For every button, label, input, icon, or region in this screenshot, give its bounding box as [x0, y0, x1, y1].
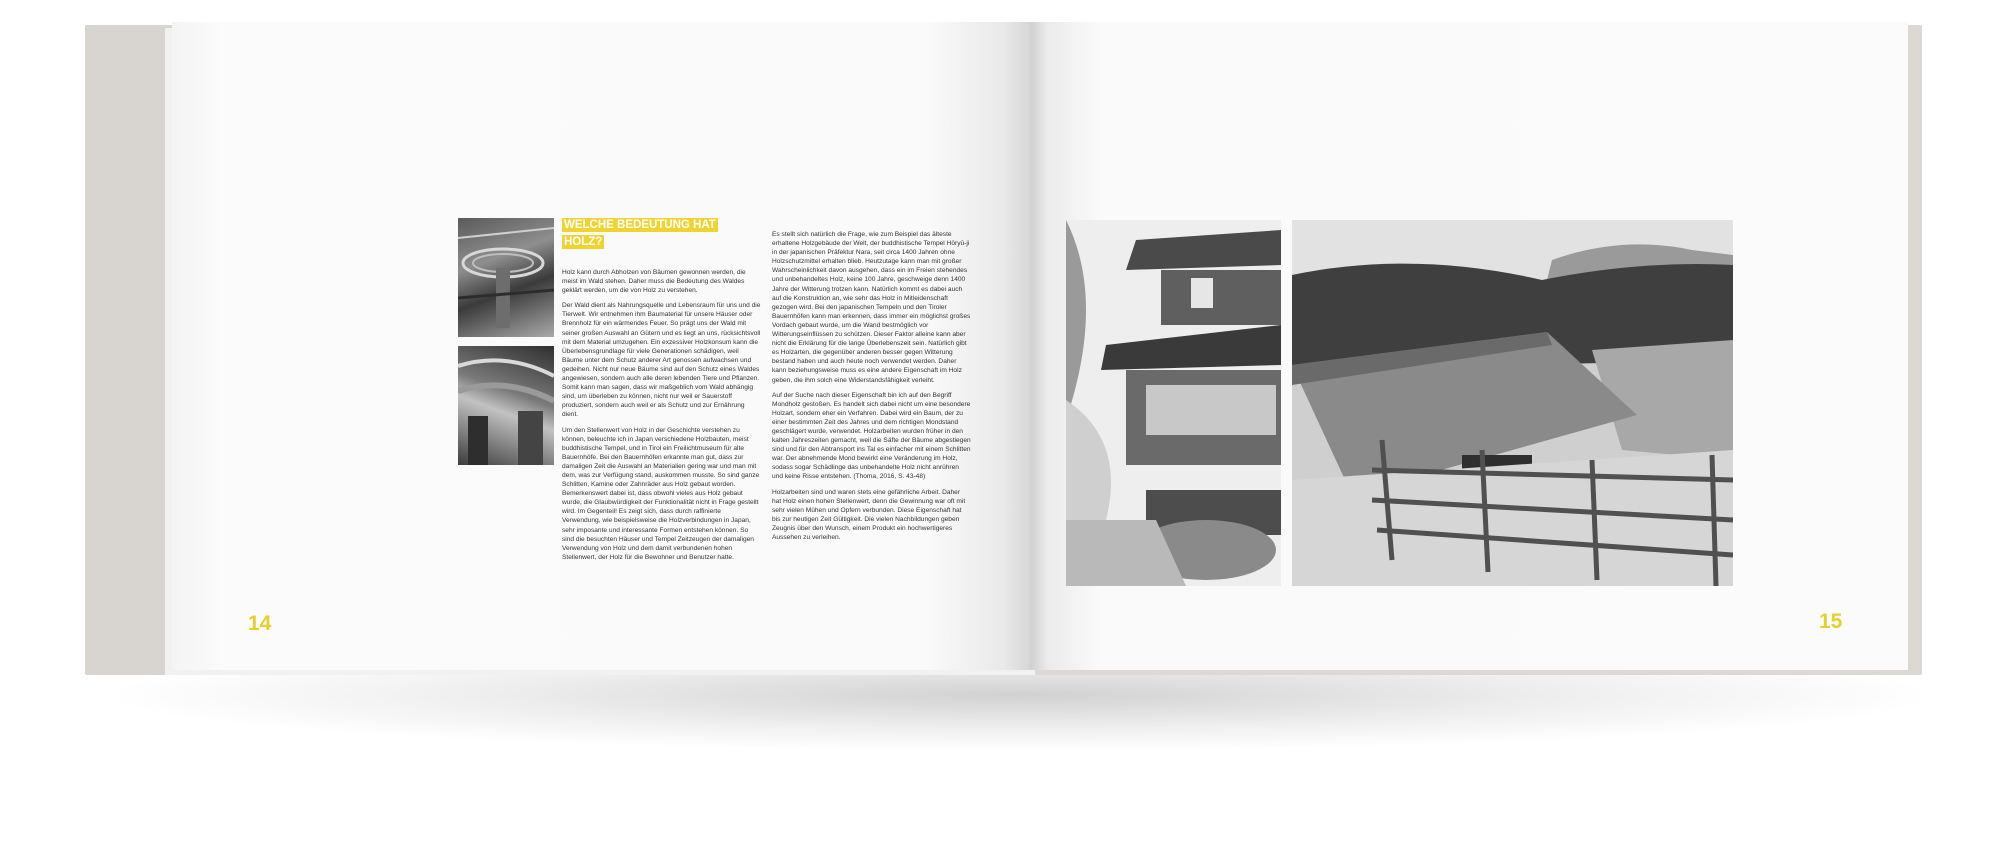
paragraph: Holzarbeiten sind und waren stets eine gefährliche Arbeit. Daher hat Holz einen hohen Stellenwert, denn die Gewinnung war oft mit sehr vielen Mühen und Opfern verbunden. Diese Eigenschaft hat bis zur heutigen Zeit Gültigkeit. Die vielen Nachbildungen geben Zeugnis über den Wunsch, einem Produkt ein hochwertigeres Aussehen zu verleihen.: [772, 488, 966, 541]
paragraph: Auf der Suche nach dieser Eigenschaft bin ich auf den Begriff Mondholz gestoßen. Es handelt sich dabei nicht um eine besondere Holzart, sondern eher ein Verfahren. Dabei wird ein Baum, der zu einer bestimmten Zeit des Jahres und dem richtigen Mondstand geschlägert wurde, verwendet. Holzarbeiten wurden früher in den kalten Jahreszeiten gemacht, weil die Säfte der Bäume abgestiegen sind und für den Abtransport ins Tal es einfacher mit einem Schlitten war. Der abnehmende Mond bewirkt eine Veränderung im Holz, sodass sogar Schädlinge das unbehandelte Holz nicht anrühren und keine Risse entstehen. (Thoma, 2016, S. 43-48): [772, 391, 971, 481]
text-column-1: [562, 268, 761, 568]
section-heading: WELCHE BEDEUTUNG HAT HOLZ?: [564, 219, 716, 248]
paragraph: Holz kann durch Abholzen von Bäumen gewonnen werden, die meist im Wald stehen. Daher muss die Bedeutung des Waldes geklärt werden, um die von Holz zu verstehen.: [562, 269, 746, 295]
text-column-2: [772, 230, 971, 548]
page-number-right: 15: [1819, 610, 1843, 633]
photo-temple-detail: [458, 346, 554, 465]
photo-tyrolean-farmhouse: [1292, 220, 1733, 586]
photo-wooden-gear: [458, 218, 554, 337]
paragraph: Es stellt sich natürlich die Frage, wie zum Beispiel das älteste erhaltene Holzgebäude der Welt, der buddhistische Tempel Hōryū-ji in der japanischen Präfektur Nara, seit circa 1400 Jahren ohne Holzschutzmittel erhalten blieb. Heutzutage kann man mit großer Wahrscheinlichkeit davon ausgehen, dass ein im Freien stehendes und unbehandeltes Holz, keine 100 Jahre, geschweige denn 1400 Jahre der Witterung trotzen kann. Natürlich kommt es dabei auch auf die Konstruktion an, wie sehr das Holz in Mitleidenschaft gezogen wird. Bei den japanischen Tempeln und den Tiroler Bauernhöfen kann man erkennen, dass immer ein möglichst großes Vordach gebaut wurde, um die Wand bestmöglich vor Witterungseinflüssen zu schützen. Dieser Faktor alleine kann aber nicht die Erklärung für die lange Überlebenszeit sein. Natürlich gibt es Holzarten, die gegenüber anderen besser gegen Witterung bestand haben und auch heute noch verwendet werden. Daher kann beziehungsweise muss es eine andere Eigenschaft im Holz geben, die ihm solch eine Widerstandsfähigkeit verleiht.: [772, 231, 971, 384]
photo-japanese-pagoda: [1066, 220, 1281, 586]
paragraph: Der Wald dient als Nahrungsquelle und Lebensraum für uns und die Tierwelt. Wir entnehmen ihm Baumaterial für unsere Häuser oder Brennholz für ein wärmendes Feuer. So prägt uns der Wald mit seiner großen Auswahl an Gütern und es liegt an uns, rücksichtsvoll mit dem Material umzugehen. Ein exzessiver Holzkonsum kann die Überlebensgrundlage für viele Generationen schädigen, weil Bäume unter dem Schutz anderer Art genossen aufwachsen und gedeihen. Nicht nur neue Bäume sind auf den Schutz eines Waldes angewiesen, sondern auch alle deren lebenden Tiere und Pflanzen. Somit kann man sagen, dass wir maßgeblich vom Wald abhängig sind, um überleben zu können, nicht nur weil er Sauerstoff produziert, sondern auch weil er als Schutz und zur Ernährung dient.: [562, 302, 761, 419]
page-number-left: 14: [248, 612, 272, 635]
paragraph: Um den Stellenwert von Holz in der Geschichte verstehen zu können, beleuchte ich in Japan verschiedene Holzbauten, meist buddhistische Tempel, und in Tirol ein Freilichtmuseum für alte Bauernhöfe. Bei den Bauernhöfen erkannte man gut, dass zur damaligen Zeit die Auswahl an Materialien gering war und man mit dem, was zur Verfügung stand, auskommen musste. So sind ganze Schlitten, Kamine oder Zahnräder aus Holz gebaut worden. Bemerkenswert dabei ist, dass obwohl vieles aus Holz gebaut wurde, die Glaubwürdigkeit der Funktionalität nicht in Frage gestellt wird. Im Gegenteil! Es zeigt sich, dass durch raffinierte Verwendung, wie beispielsweise die Holzverbindungen in Japan, sehr imposante und interessante Formen entstehen können. So sind die besuchten Häuser und Tempel Zeitzeugen der damaligen Verwendung von Holz und dem damit verbundenen hohen Stellenwert, der Holz für die Bewohner und Benutzer hatte.: [562, 426, 760, 561]
